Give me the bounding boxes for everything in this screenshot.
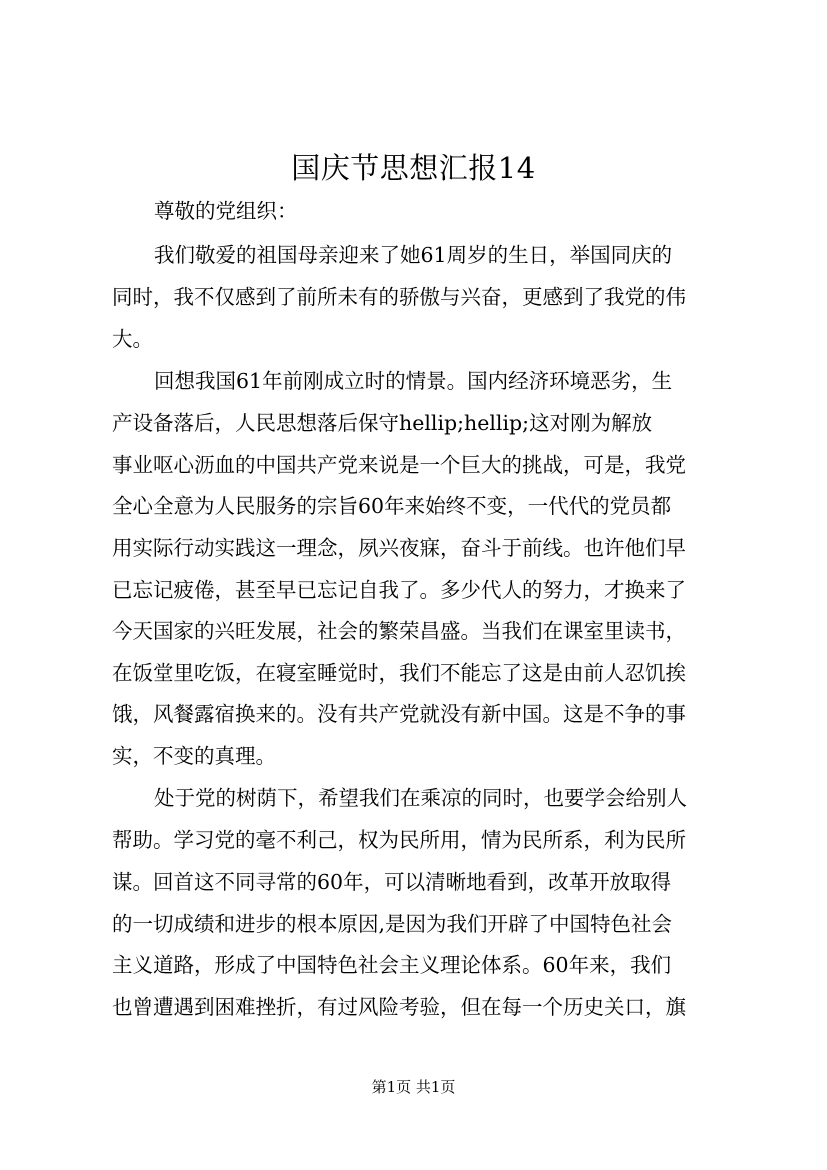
body-line: 全心全意为人民服务的宗旨60年来始终不变，一代代的党员都 (112, 494, 672, 518)
body-line: 谋。回首这不同寻常的60年，可以清晰地看到，改革开放取得 (112, 870, 672, 894)
body-line: 已忘记疲倦，甚至早已忘记自我了。多少代人的努力，才换来了 (112, 578, 686, 602)
body-line: 饿，风餐露宿换来的。没有共产党就没有新中国。这是不争的事 (112, 702, 686, 726)
body-line: 事业呕心沥血的中国共产党来说是一个巨大的挑战，可是，我党 (112, 453, 686, 477)
body-line: 我们敬爱的祖国母亲迎来了她61周岁的生日，举国同庆的 (154, 243, 673, 267)
body-line: 产设备落后，人民思想落后保守hellip;hellip;这对刚为解放 (112, 411, 653, 435)
body-line: 的一切成绩和进步的根本原因,是因为我们开辟了中国特色社会 (112, 912, 673, 936)
body-line: 也曾遭遇到困难挫折，有过风险考验，但在每一个历史关口，旗 (112, 995, 686, 1019)
page-footer: 第1页 共1页 (371, 1078, 456, 1096)
body-line: 实，不变的真理。 (112, 744, 276, 768)
body-line: 同时，我不仅感到了前所未有的骄傲与兴奋，更感到了我党的伟 (112, 285, 686, 309)
body-line: 处于党的树荫下，希望我们在乘凉的同时，也要学会给别人 (154, 786, 687, 810)
body-line: 回想我国61年前刚成立时的情景。国内经济环境恶劣，生 (154, 369, 673, 393)
body-line: 大。 (112, 327, 153, 351)
body-line: 主义道路，形成了中国特色社会主义理论体系。60年来，我们 (112, 953, 672, 977)
body-line: 今天国家的兴旺发展，社会的繁荣昌盛。当我们在课室里读书， (112, 619, 686, 643)
body-line: 帮助。学习党的毫不利己，权为民所用，情为民所系，利为民所 (112, 828, 686, 852)
body-line: 在饭堂里吃饭，在寝室睡觉时，我们不能忘了这是由前人忍饥挨 (112, 661, 686, 685)
body-line: 用实际行动实践这一理念，夙兴夜寐，奋斗于前线。也许他们早 (112, 536, 686, 560)
salutation-line: 尊敬的党组织： (154, 199, 298, 223)
document-title: 国庆节思想汇报14 (291, 151, 536, 185)
